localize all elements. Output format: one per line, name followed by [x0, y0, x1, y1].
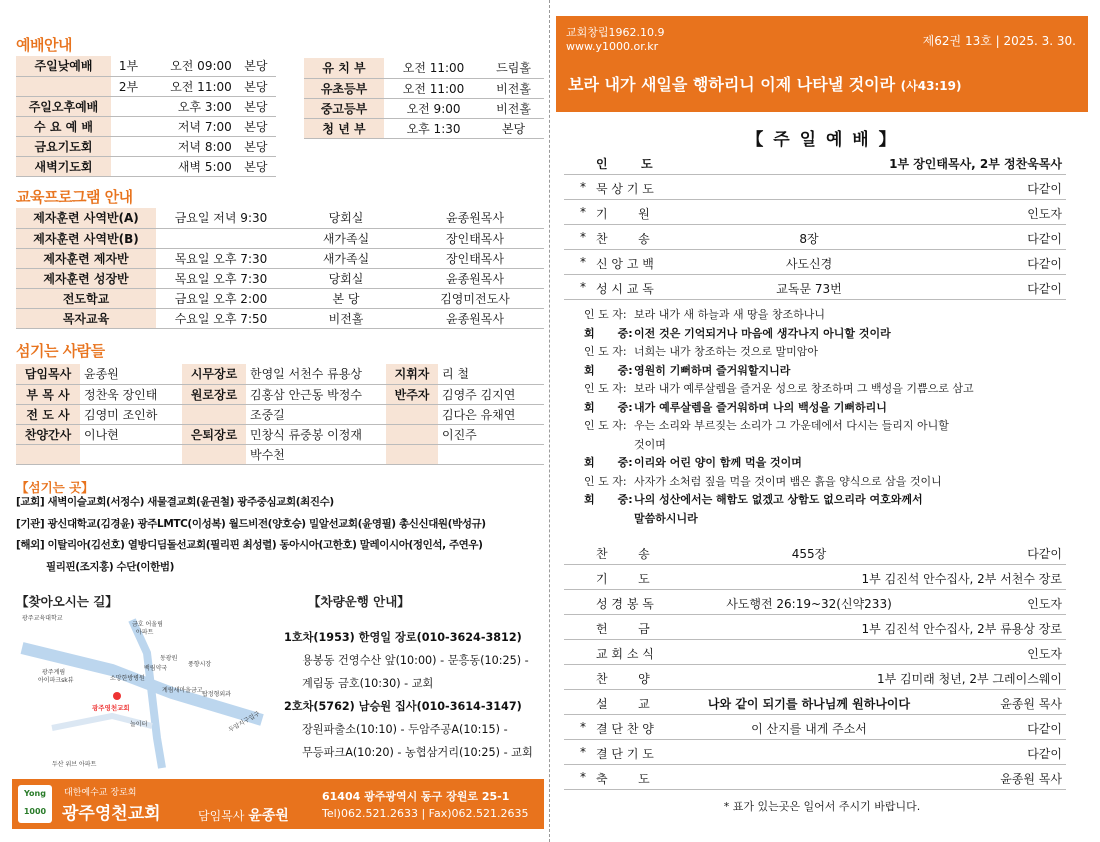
staff-row: 찬양간사 이나현 은퇴장로 민창식 류중봉 이정재 이진주: [16, 424, 544, 444]
map-label-clinic: 소망한방병원: [110, 675, 145, 682]
reading-line: 회 중:이리와 어린 양이 함께 먹을 것이며: [584, 456, 802, 469]
map-label-hall: 계림새마을금고: [162, 687, 203, 694]
staff-title: 섬기는 사람들: [16, 342, 105, 360]
map-label-jugan2: 아이파크sk뷰: [38, 677, 74, 684]
map-label-geumho: 금호 어울림: [132, 621, 163, 628]
reading-line: 인 도 자: 보라 내가 예루살렘을 즐거운 성으로 창조하며 그 백성을 기쁨으로 삼고: [584, 382, 974, 395]
service-item: * 결 단 찬 양 이 산지를 내게 주소서 다같이: [564, 715, 1066, 740]
department-row: 유초등부 오전 11:00 비전홀: [304, 78, 544, 98]
education-row: 제자훈련 사역반(A) 금요일 저녁 9:30 당회실 윤종원목사: [16, 208, 544, 228]
church-phone: Tel)062.521.2633 | Fax)062.521.2635: [322, 807, 529, 820]
department-row: 청 년 부 오후 1:30 본당: [304, 118, 544, 138]
standing-note: * 표가 있는곳은 일어서 주시기 바랍니다.: [723, 800, 921, 813]
reading-line: 회 중:나의 성산에서는 해함도 없겠고 상함도 없으리라 여호와께서: [584, 493, 923, 506]
bus-line: 장원파출소(10:10) - 두암주공A(10:15) -: [302, 723, 508, 736]
issue-info: 제62권 13호 | 2025. 3. 30.: [922, 34, 1076, 48]
education-row: 제자훈련 사역반(B) 새가족실 장인태목사: [16, 228, 544, 248]
map-label-market: 풍향시장: [188, 661, 212, 668]
right-page: [556, 0, 1088, 842]
education-row: 제자훈련 성장반 목요일 오후 7:30 당회실 윤종원목사: [16, 268, 544, 288]
church-address: 61404 광주광역시 동구 장원로 25-1: [322, 790, 510, 803]
bus-line: 2호차(5762) 남승원 집사(010-3614-3147): [284, 700, 522, 713]
education-row: 목자교육 수요일 오후 7:50 비전홀 윤종원목사: [16, 308, 544, 328]
department-schedule-table: [304, 58, 544, 139]
service-item: 찬 송 455장 다같이: [564, 540, 1066, 565]
reading-line: 것이며: [634, 437, 666, 451]
staff-table: [16, 364, 544, 465]
staff-row: 부 목 사 정찬욱 장인태 원로장로 김홍삼 안근동 박정수 반주자 김영주 김지연: [16, 384, 544, 404]
reading-line: 말씀하시니라: [634, 511, 698, 525]
map-label-geumho2: 아파트: [136, 629, 154, 636]
directions-title: 【찾아오시는 길】: [16, 594, 118, 609]
worship-schedule-table: [16, 56, 276, 177]
map-label-pharmacy: 백림약국: [144, 665, 168, 672]
bus-line: 계림동 금호(10:30) - 교회: [302, 677, 434, 690]
sunday-worship-title: 【 주 일 예 배 】: [746, 130, 898, 150]
service-item: * 결 단 기 도 다같이: [564, 740, 1066, 765]
places-list: [16, 492, 486, 578]
service-item: * 찬 송 8장 다같이: [564, 225, 1066, 250]
reading-line: 회 중:내가 예루살렘을 즐거워하며 나의 백성을 기뻐하리니: [584, 400, 887, 414]
service-item: 찬 양 1부 김미래 청년, 2부 그레이스웨이: [564, 665, 1066, 690]
church-url: www.y1000.or.kr: [566, 40, 659, 53]
founded-date: 교회창립1962.10.9: [566, 26, 665, 39]
pastor-line: 담임목사 윤종원: [198, 808, 289, 824]
place-line: 필리핀(조지홍) 수단(이한범): [46, 560, 175, 573]
service-item: 성 경 봉 독 사도행전 26:19~32(신약233) 인도자: [564, 590, 1066, 615]
map-label-cheonggu: 탑정형외과: [202, 691, 231, 698]
service-item: 헌 금 1부 김진석 안수집사, 2부 류용상 장로: [564, 615, 1066, 640]
worship-row: 주일낮예배 1부 오전 09:00 본당: [16, 56, 276, 76]
map-label-jugan: 광주계림: [42, 669, 66, 676]
service-item: * 묵 상 기 도 다같이: [564, 175, 1066, 200]
bus-title: 【차량운행 안내】: [308, 594, 410, 609]
places-title: 【섬기는 곳】: [16, 480, 94, 495]
church-marker: [113, 692, 121, 700]
education-title: 교육프로그램 안내: [16, 188, 133, 206]
bus-line: 용봉동 건영수산 앞(10:00) - 문흥동(10:25) -: [302, 654, 529, 667]
service-item: * 축 도 윤종원 목사: [564, 765, 1066, 790]
service-item: * 신 앙 고 백 사도신경 다같이: [564, 250, 1066, 275]
bulletin-header: [556, 16, 1088, 112]
worship-info-title: 예배안내: [16, 36, 72, 54]
cross-road: [132, 620, 162, 768]
map-label-river: 동광원: [160, 655, 178, 662]
reading-line: 인 도 자: 우는 소리와 부르짖는 소리가 그 가운데에서 다시는 들리지 아니할: [584, 419, 949, 432]
bus-line: 무등파크A(10:20) - 농협삼거리(10:25) - 교회: [302, 746, 533, 759]
place-line: [교회] 새벽이슬교회(서정수) 새물결교회(윤권철) 광주중심교회(최진수): [16, 496, 334, 508]
education-row: 전도학교 금요일 오후 2:00 본 당 김영미전도사: [16, 288, 544, 308]
worship-row: 주일오후예배 오후 3:00 본당: [16, 96, 276, 116]
service-item: * 기 원 인도자: [564, 200, 1066, 225]
bus-routes: [284, 626, 533, 764]
bus-line: 1호차(1953) 한영일 장로(010-3624-3812): [284, 631, 522, 644]
staff-row: 박수천: [16, 444, 544, 464]
place-line: [해외] 이탈리아(김선호) 열방디딤돌선교회(필리핀 최성렬) 동아시아(고한호) 말레이시아(정인석, 주연우): [16, 539, 483, 551]
staff-row: 담임목사 윤종원 시무장로 한영일 서천수 류용상 지휘자 리 철: [16, 364, 544, 384]
responsive-reading: [564, 306, 1066, 528]
map-label-busan: 두산 위브 아파트: [52, 761, 97, 768]
department-row: 중고등부 오전 9:00 비전홀: [304, 98, 544, 118]
worship-row: 수 요 예 배 저녁 7:00 본당: [16, 116, 276, 136]
place-line: [기관] 광신대학교(김경윤) 광주LMTC(이성복) 월드비전(양호승) 밀알선교회(윤영필) 총신신대원(박성규): [16, 517, 486, 530]
church-denomination: 대한예수교 장로회: [64, 788, 137, 798]
left-page: [12, 0, 544, 842]
reading-line: 회 중:이전 것은 기억되거나 마음에 생각나지 아니할 것이라: [584, 326, 891, 340]
map-label-playground: 놀이터: [130, 721, 148, 728]
map-graphic: [12, 608, 280, 773]
reading-line: 회 중:영원히 기뻐하며 즐거워할지니라: [584, 363, 791, 377]
directions-map: [12, 608, 280, 773]
department-row: 유 치 부 오전 11:00 드림홀: [304, 58, 544, 78]
reading-line: 인 도 자: 사자가 소처럼 짚을 먹을 것이며 뱀은 흙을 양식으로 삼을 것이니: [584, 474, 942, 488]
reading-line: 인 도 자: 보라 내가 새 하늘과 새 땅을 창조하나니: [584, 308, 825, 321]
service-item: * 성 시 교 독 교독문 73번 다같이: [564, 275, 1066, 300]
reading-line: 인 도 자: 너희는 내가 창조하는 것으로 말미암아: [584, 345, 819, 358]
worship-row: 2부 오전 11:00 본당: [16, 76, 276, 96]
main-road: [22, 648, 262, 720]
service-item: 인 도 1부 장인태목사, 2부 정찬욱목사: [564, 150, 1066, 175]
education-row: 제자훈련 제자반 목요일 오후 7:30 새가족실 장인태목사: [16, 248, 544, 268]
page-divider: [549, 0, 550, 842]
church-name: 광주영천교회: [62, 804, 161, 824]
church-footer: [12, 779, 544, 829]
service-item: 교 회 소 식 인도자: [564, 640, 1066, 665]
theme-verse: 보라 내가 새일을 행하리니 이제 나타낼 것이라 (사43:19): [568, 75, 962, 94]
worship-row: 금요기도회 저녁 8:00 본당: [16, 136, 276, 156]
staff-row: 전 도 사 김영미 조인하 조중길 김다은 유채연: [16, 404, 544, 424]
service-item: 설 교 나와 같이 되기를 하나님께 원하나이다 윤종원 목사: [564, 690, 1066, 715]
worship-row: 새벽기도회 새벽 5:00 본당: [16, 156, 276, 176]
service-item: 기 도 1부 김진석 안수집사, 2부 서천수 장로: [564, 565, 1066, 590]
map-label-road: 두암지구입구: [227, 710, 262, 734]
church-logo: Yong 1000: [18, 785, 52, 823]
education-table: [16, 208, 544, 329]
map-label-church: 광주영천교회: [92, 704, 130, 712]
map-label-univ: 광주교육대학교: [22, 615, 63, 622]
